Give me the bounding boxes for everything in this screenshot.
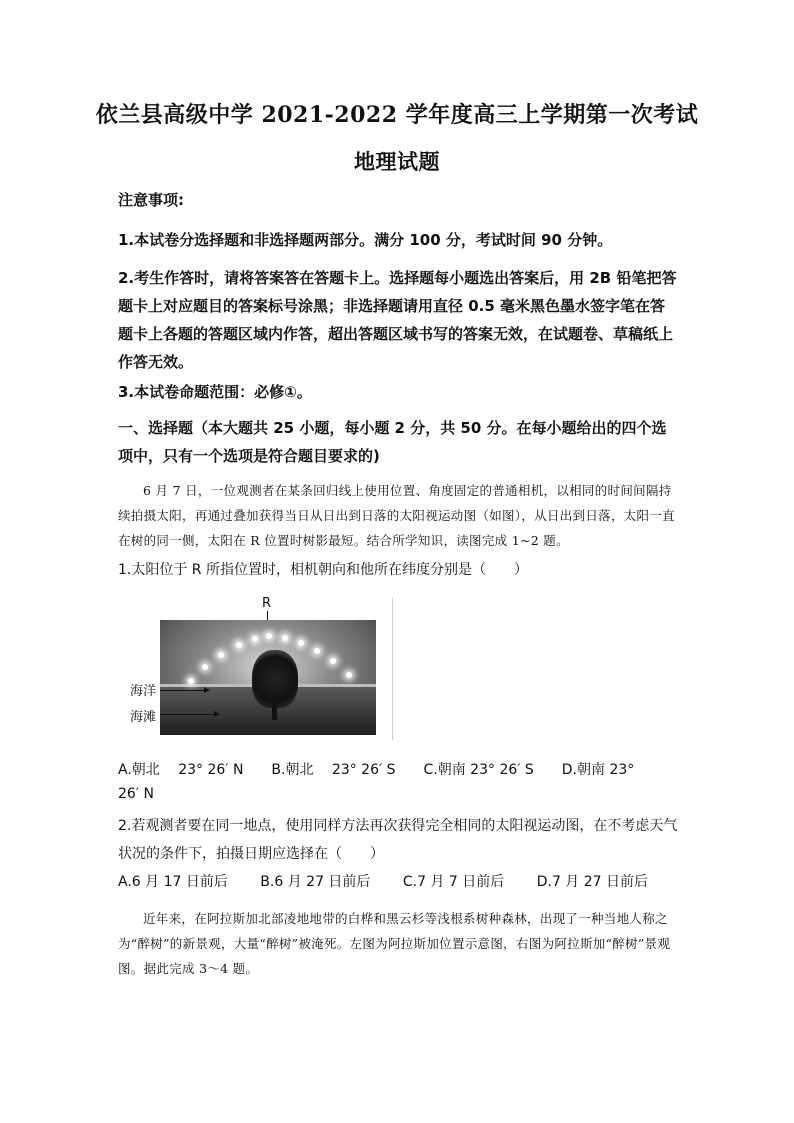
figure-label-ocean: 海洋	[130, 680, 156, 699]
question-2-stem: 2.若观测者要在同一地点，使用同样方法再次获得完全相同的太阳视运动图，在不考虑天气状况的条件下，拍摄日期应选择在（ ）	[118, 818, 678, 862]
question-2-options: A.6 月 17 日前后 B.6 月 27 日前后 C.7 月 7 日前后 D.7 月 27 日前后	[118, 874, 649, 890]
sun-point	[236, 642, 242, 648]
figure-border	[392, 598, 393, 740]
sun-point	[252, 636, 258, 642]
section-heading: 一、选择题（本大题共 25 小题，每小题 2 分，共 50 分。在每小题给出的四个选项中，只有一个选项是符合题目要求的)	[118, 419, 667, 465]
question-1-stem: 1.太阳位于 R 所指位置时，相机朝向和他所在纬度分别是（ ）	[118, 562, 528, 578]
sun-point	[314, 648, 320, 654]
sun-point	[298, 640, 304, 646]
question-1-options-line2: 26′ N	[118, 786, 154, 802]
sun-point	[218, 652, 224, 658]
sun-point	[188, 678, 194, 684]
sun-point	[266, 633, 272, 639]
notes-heading: 注意事项:	[118, 191, 184, 209]
sun-path-photo	[160, 620, 376, 735]
note-3: 3.本试卷命题范围：必修①。	[118, 383, 312, 401]
sun-point	[330, 658, 336, 664]
figure-pointer-beach	[160, 714, 216, 715]
figure-label-r: R	[262, 596, 272, 611]
note-2: 2.考生作答时，请将答案答在答题卡上。选择题每小题选出答案后，用 2B 铅笔把答题卡上对应题目的答案标号涂黑；非选择题请用直径 0.5 毫米黑色墨水签字笔在答题卡上各题的答题区域内作答，超出答题区域书写的答案无效，在试题卷、草稿纸上作答无效。	[118, 269, 677, 371]
question-1-options-line1: A.朝北 23° 26′ N B.朝北 23° 26′ S C.朝南 23° 26′ S D.朝南 23°	[118, 762, 635, 778]
figure-pointer-ocean	[160, 690, 206, 691]
question-1-options	[118, 758, 678, 806]
figure-label-beach: 海滩	[130, 706, 156, 725]
sun-point	[202, 664, 208, 670]
exam-subject: 地理试题	[354, 149, 440, 174]
passage-1: 6 月 7 日，一位观测者在某条回归线上使用位置、角度固定的普通相机，以相同的时间间隔持续拍摄太阳，再通过叠加获得当日从日出到日落的太阳视运动图（如图），从日出到日落，太阳一直在树的同一侧，太阳在 R 位置时树影最短。结合所学知识，读图完成 1~2 题。	[118, 483, 675, 548]
exam-title: 依兰县高级中学 2021-2022 学年度高三上学期第一次考试	[95, 102, 699, 128]
passage-2: 近年来，在阿拉斯加北部凌地地带的白桦和黑云杉等浅根系树种森林，出现了一种当地人称之为“醉树”的新景观，大量“醉树”被淹死。左图为阿拉斯加位置示意图，右图为阿拉斯加“醉树”景观图。据此完成 3～4 题。	[118, 911, 671, 976]
sun-point	[282, 635, 288, 641]
sun-point	[346, 672, 352, 678]
photo-tree-trunk	[272, 700, 277, 720]
note-1: 1.本试卷分选择题和非选择题两部分。满分 100 分，考试时间 90 分钟。	[118, 231, 613, 249]
